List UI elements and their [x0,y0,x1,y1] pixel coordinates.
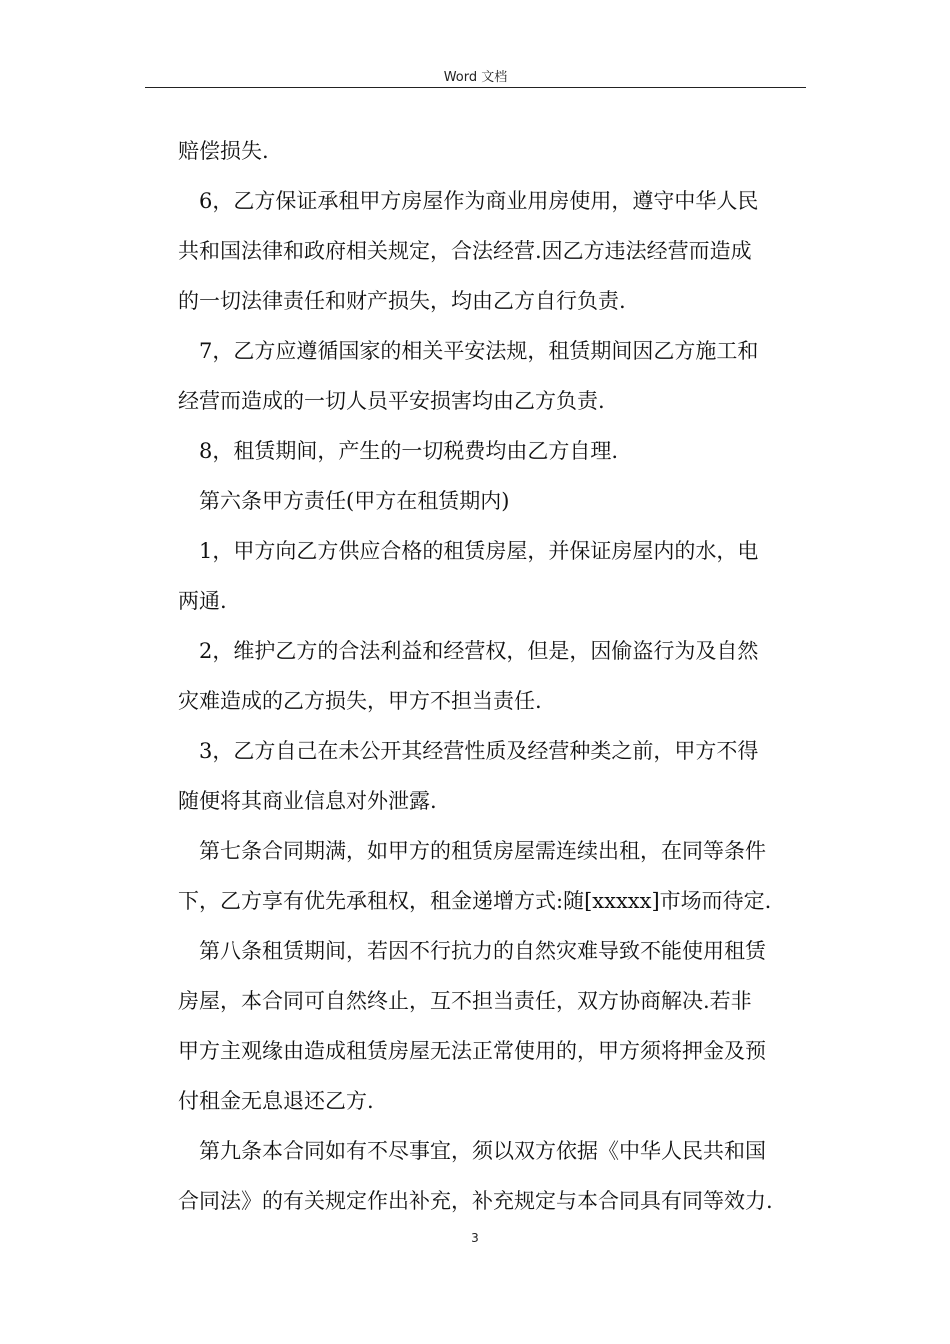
page-header: Word 文档 [443,70,508,85]
text-line: 灾难造成的乙方损失，甲方不担当责任. [178,689,542,713]
text-line: 付租金无息退还乙方. [178,1089,374,1113]
text-line: 第九条本合同如有不尽事宜，须以双方依据《中华人民共和国 [199,1139,766,1163]
text-line: 3，乙方自己在未公开其经营性质及经营种类之前，甲方不得 [199,739,759,763]
text-line: 两通. [178,589,227,613]
text-line: 2，维护乙方的合法利益和经营权，但是，因偷盗行为及自然 [199,639,759,663]
text-line: 7，乙方应遵循国家的相关平安法规，租赁期间因乙方施工和 [199,339,759,363]
text-line: 1，甲方向乙方供应合格的租赁房屋，并保证房屋内的水，电 [199,539,759,563]
page-number: 3 [471,1231,479,1245]
text-line: 随便将其商业信息对外泄露. [178,789,437,813]
text-line: 8，租赁期间，产生的一切税费均由乙方自理. [199,439,619,463]
text-line: 下，乙方享有优先承租权，租金递增方式:随[xxxxx]市场而待定. [178,889,772,913]
document-body [178,126,794,1226]
text-line: 经营而造成的一切人员平安损害均由乙方负责. [178,389,605,413]
text-line: 共和国法律和政府相关规定，合法经营.因乙方违法经营而造成 [178,239,752,263]
text-line: 房屋，本合同可自然终止，互不担当责任，双方协商解决.若非 [178,989,752,1013]
text-line: 第七条合同期满，如甲方的租赁房屋需连续出租，在同等条件 [199,839,766,863]
text-line: 第八条租赁期间，若因不行抗力的自然灾难导致不能使用租赁 [199,939,766,963]
header-divider [145,87,806,88]
text-line: 6，乙方保证承租甲方房屋作为商业用房使用，遵守中华人民 [199,189,759,213]
section-heading: 第六条甲方责任(甲方在租赁期内) [199,489,510,513]
text-line: 甲方主观缘由造成租赁房屋无法正常使用的，甲方须将押金及预 [178,1039,766,1063]
text-line: 的一切法律责任和财产损失，均由乙方自行负责. [178,289,626,313]
text-line: 合同法》的有关规定作出补充，补充规定与本合同具有同等效力. [178,1189,773,1213]
text-line: 赔偿损失. [178,139,269,163]
